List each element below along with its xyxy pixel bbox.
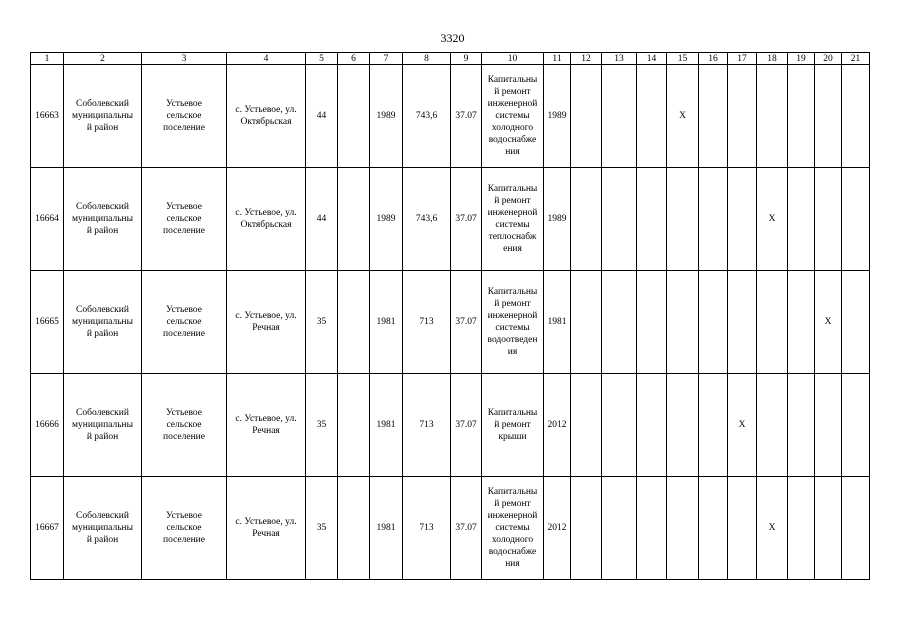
- cell-col6: [338, 271, 370, 374]
- column-header: 8: [403, 53, 451, 65]
- page-number: 3320: [440, 31, 465, 45]
- cell-col5: 35: [306, 477, 338, 580]
- cell-col5: 44: [306, 65, 338, 168]
- cell-address: с. Устьевое, ул. Октябрьская: [227, 65, 306, 168]
- cell-col9: 37.07: [451, 374, 482, 477]
- column-header: 12: [571, 53, 602, 65]
- cell-mark: [571, 271, 602, 374]
- registry-table: [30, 52, 870, 580]
- cell-col8: 743,6: [403, 168, 451, 271]
- cell-settlement: Устьевое сельское поселение: [142, 65, 227, 168]
- cell-mark: [815, 168, 842, 271]
- cell-settlement: Устьевое сельское поселение: [142, 271, 227, 374]
- cell-mark: [815, 374, 842, 477]
- cell-col9: 37.07: [451, 65, 482, 168]
- column-header: 3: [142, 53, 227, 65]
- column-header: 18: [757, 53, 788, 65]
- column-header: 19: [788, 53, 815, 65]
- cell-mark: [637, 374, 667, 477]
- cell-district: Соболевский муниципальны й район: [64, 374, 142, 477]
- cell-mark: [571, 477, 602, 580]
- cell-mark: [842, 168, 870, 271]
- cell-work-type: Капитальны й ремонт инженерной системы холодного водоснабже ния: [482, 477, 544, 580]
- column-header: 4: [227, 53, 306, 65]
- column-header: 21: [842, 53, 870, 65]
- cell-mark: [842, 477, 870, 580]
- cell-id: 16667: [31, 477, 64, 580]
- cell-mark: [602, 168, 637, 271]
- cell-mark: X: [757, 477, 788, 580]
- cell-id: 16663: [31, 65, 64, 168]
- cell-work-type: Капитальны й ремонт инженерной системы теплоснабж ения: [482, 168, 544, 271]
- cell-district: Соболевский муниципальны й район: [64, 477, 142, 580]
- column-header: 16: [699, 53, 728, 65]
- cell-mark: [788, 168, 815, 271]
- cell-col5: 35: [306, 374, 338, 477]
- table-row: [31, 374, 870, 477]
- cell-mark: [667, 271, 699, 374]
- cell-mark: [788, 374, 815, 477]
- cell-mark: [842, 374, 870, 477]
- cell-mark: [667, 374, 699, 477]
- cell-mark: [571, 374, 602, 477]
- cell-mark: [637, 168, 667, 271]
- header-row: [31, 53, 870, 65]
- cell-work-type: Капитальны й ремонт крыши: [482, 374, 544, 477]
- cell-mark: [728, 271, 757, 374]
- cell-district: Соболевский муниципальны й район: [64, 271, 142, 374]
- cell-col8: 713: [403, 374, 451, 477]
- cell-mark: [637, 477, 667, 580]
- cell-mark: [842, 271, 870, 374]
- cell-col9: 37.07: [451, 168, 482, 271]
- cell-mark: [602, 374, 637, 477]
- cell-col8: 713: [403, 477, 451, 580]
- cell-id: 16664: [31, 168, 64, 271]
- cell-mark: [788, 65, 815, 168]
- cell-col7: 1981: [370, 477, 403, 580]
- cell-mark: X: [728, 374, 757, 477]
- cell-mark: [571, 168, 602, 271]
- cell-col11: 2012: [544, 374, 571, 477]
- column-header: 2: [64, 53, 142, 65]
- cell-col6: [338, 168, 370, 271]
- cell-col11: 2012: [544, 477, 571, 580]
- cell-mark: [667, 477, 699, 580]
- cell-address: с. Устьевое, ул. Речная: [227, 477, 306, 580]
- cell-mark: [815, 477, 842, 580]
- cell-col11: 1981: [544, 271, 571, 374]
- column-header: 1: [31, 53, 64, 65]
- cell-mark: [728, 65, 757, 168]
- cell-mark: [637, 65, 667, 168]
- cell-mark: X: [815, 271, 842, 374]
- cell-col7: 1989: [370, 65, 403, 168]
- cell-mark: [699, 65, 728, 168]
- cell-district: Соболевский муниципальны й район: [64, 168, 142, 271]
- cell-address: с. Устьевое, ул. Октябрьская: [227, 168, 306, 271]
- cell-col6: [338, 374, 370, 477]
- cell-col8: 713: [403, 271, 451, 374]
- cell-col7: 1989: [370, 168, 403, 271]
- column-header: 20: [815, 53, 842, 65]
- cell-mark: [788, 477, 815, 580]
- column-header: 11: [544, 53, 571, 65]
- cell-mark: [728, 168, 757, 271]
- cell-col9: 37.07: [451, 271, 482, 374]
- table-row: [31, 477, 870, 580]
- column-header: 7: [370, 53, 403, 65]
- cell-col5: 44: [306, 168, 338, 271]
- cell-col7: 1981: [370, 374, 403, 477]
- cell-mark: [571, 65, 602, 168]
- cell-mark: [602, 65, 637, 168]
- cell-col9: 37.07: [451, 477, 482, 580]
- cell-mark: [815, 65, 842, 168]
- cell-mark: [728, 477, 757, 580]
- cell-col7: 1981: [370, 271, 403, 374]
- column-header: 5: [306, 53, 338, 65]
- column-header: 17: [728, 53, 757, 65]
- cell-address: с. Устьевое, ул. Речная: [227, 374, 306, 477]
- cell-mark: [699, 477, 728, 580]
- cell-col11: 1989: [544, 168, 571, 271]
- cell-work-type: Капитальны й ремонт инженерной системы водоотведен ия: [482, 271, 544, 374]
- cell-id: 16665: [31, 271, 64, 374]
- cell-mark: X: [757, 168, 788, 271]
- cell-col11: 1989: [544, 65, 571, 168]
- cell-id: 16666: [31, 374, 64, 477]
- cell-address: с. Устьевое, ул. Речная: [227, 271, 306, 374]
- cell-mark: X: [667, 65, 699, 168]
- cell-mark: [602, 477, 637, 580]
- cell-mark: [757, 374, 788, 477]
- table-row: [31, 65, 870, 168]
- table-row: [31, 271, 870, 374]
- cell-mark: [699, 271, 728, 374]
- column-header: 14: [637, 53, 667, 65]
- cell-col5: 35: [306, 271, 338, 374]
- cell-mark: [602, 271, 637, 374]
- column-header: 15: [667, 53, 699, 65]
- column-header: 13: [602, 53, 637, 65]
- cell-mark: [637, 271, 667, 374]
- table-row: [31, 168, 870, 271]
- cell-mark: [699, 168, 728, 271]
- cell-mark: [757, 65, 788, 168]
- cell-mark: [757, 271, 788, 374]
- cell-mark: [842, 65, 870, 168]
- cell-mark: [788, 271, 815, 374]
- cell-col6: [338, 65, 370, 168]
- column-header: 10: [482, 53, 544, 65]
- cell-mark: [667, 168, 699, 271]
- cell-settlement: Устьевое сельское поселение: [142, 477, 227, 580]
- cell-col8: 743,6: [403, 65, 451, 168]
- cell-work-type: Капитальны й ремонт инженерной системы холодного водоснабже ния: [482, 65, 544, 168]
- cell-settlement: Устьевое сельское поселение: [142, 168, 227, 271]
- cell-settlement: Устьевое сельское поселение: [142, 374, 227, 477]
- cell-district: Соболевский муниципальны й район: [64, 65, 142, 168]
- column-header: 9: [451, 53, 482, 65]
- cell-col6: [338, 477, 370, 580]
- cell-mark: [699, 374, 728, 477]
- column-header: 6: [338, 53, 370, 65]
